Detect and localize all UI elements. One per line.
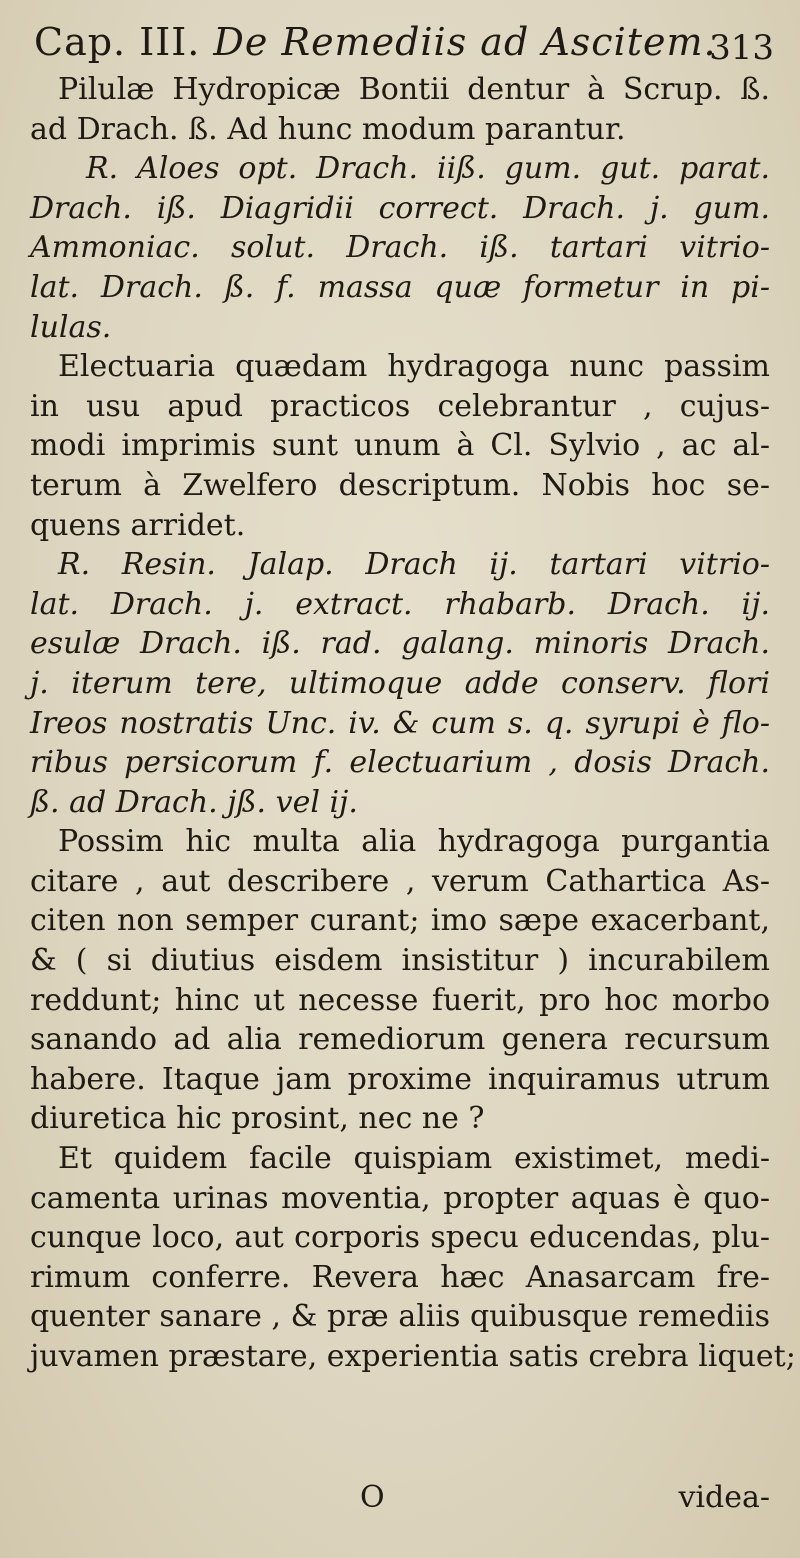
recipe-line: lat. Drach. ß. f. massa quæ formetur in pi-: [30, 269, 770, 305]
text-line: quenter sanare , & præ aliis quibusque remediis: [30, 1299, 770, 1335]
text-line: citare , aut describere , verum Cathartica As-: [30, 863, 770, 899]
page-header: [34, 14, 774, 70]
text-line: in usu apud practicos celebrantur , cujus-: [30, 388, 770, 424]
text-line: ad Drach. ß. Ad hunc modum parantur.: [30, 111, 626, 147]
text-line: Electuaria quædam hydragoga nunc passim: [58, 349, 770, 385]
recipe-line: lat. Drach. j. extract. rhabarb. Drach. ij.: [30, 586, 770, 622]
recipe-line: Drach. iß. Diagridii correct. Drach. j. gum.: [30, 190, 770, 226]
text-line: rimum conferre. Revera hæc Anasarcam fre-: [30, 1259, 770, 1295]
chapter-label: Cap. III.: [34, 20, 201, 64]
text-line: sanando ad alia remediorum genera recursum: [30, 1022, 770, 1058]
section-title: De Remediis ad Ascitem.: [213, 20, 717, 64]
text-line: & ( si diutius eisdem insistitur ) incurabilem: [30, 943, 770, 979]
text-line: cunque loco, aut corporis specu educendas, plu-: [30, 1220, 770, 1256]
body-text: [30, 70, 796, 1377]
page-footer: [30, 1480, 770, 1520]
text-line: modi imprimis sunt unum à Cl. Sylvio , ac al-: [30, 428, 770, 464]
recipe-line: j. iterum tere, ultimoque adde conserv. flori: [30, 665, 770, 701]
running-title: [34, 20, 717, 64]
text-line: reddunt; hinc ut necesse fuerit, pro hoc morbo: [30, 982, 770, 1018]
text-line: diuretica hic prosint, nec ne ?: [30, 1101, 485, 1137]
text-line: camenta urinas moventia, propter aquas è quo-: [30, 1180, 770, 1216]
text-line: Pilulæ Hydropicæ Bontii dentur à Scrup. ß.: [58, 72, 770, 107]
recipe-line: Ireos nostratis Unc. iv. & cum s. q. syrupi è flo-: [30, 705, 770, 741]
text-line: juvamen præstare, experientia satis crebra liquet;: [30, 1339, 796, 1374]
recipe-line: esulæ Drach. iß. rad. galang. minoris Drach.: [30, 626, 770, 662]
text-line: Et quidem facile quispiam existimet, medi-: [58, 1141, 770, 1177]
text-line: Possim hic multa alia hydragoga purgantia: [58, 824, 770, 860]
text-line: quens arridet.: [30, 507, 246, 543]
signature-mark: O: [360, 1480, 385, 1515]
text-line: terum à Zwelfero descriptum. Nobis hoc se-: [30, 467, 770, 503]
recipe-line: R. Aloes opt. Drach. iiß. gum. gut. parat.: [86, 151, 770, 187]
recipe-line: ribus persicorum f. electuarium , dosis Drach.: [30, 745, 770, 781]
page-number: 313: [709, 28, 774, 68]
recipe-line: ß. ad Drach. jß. vel ij.: [30, 784, 358, 820]
recipe-line: lulas.: [30, 309, 112, 345]
recipe-line: R. Resin. Jalap. Drach ij. tartari vitrio-: [58, 547, 770, 583]
catchword: videa-: [678, 1480, 770, 1515]
recipe-line: Ammoniac. solut. Drach. iß. tartari vitrio-: [30, 230, 770, 266]
text-line: citen non semper curant; imo sæpe exacerbant,: [30, 903, 770, 939]
text-line: habere. Itaque jam proxime inquiramus utrum: [30, 1061, 770, 1097]
